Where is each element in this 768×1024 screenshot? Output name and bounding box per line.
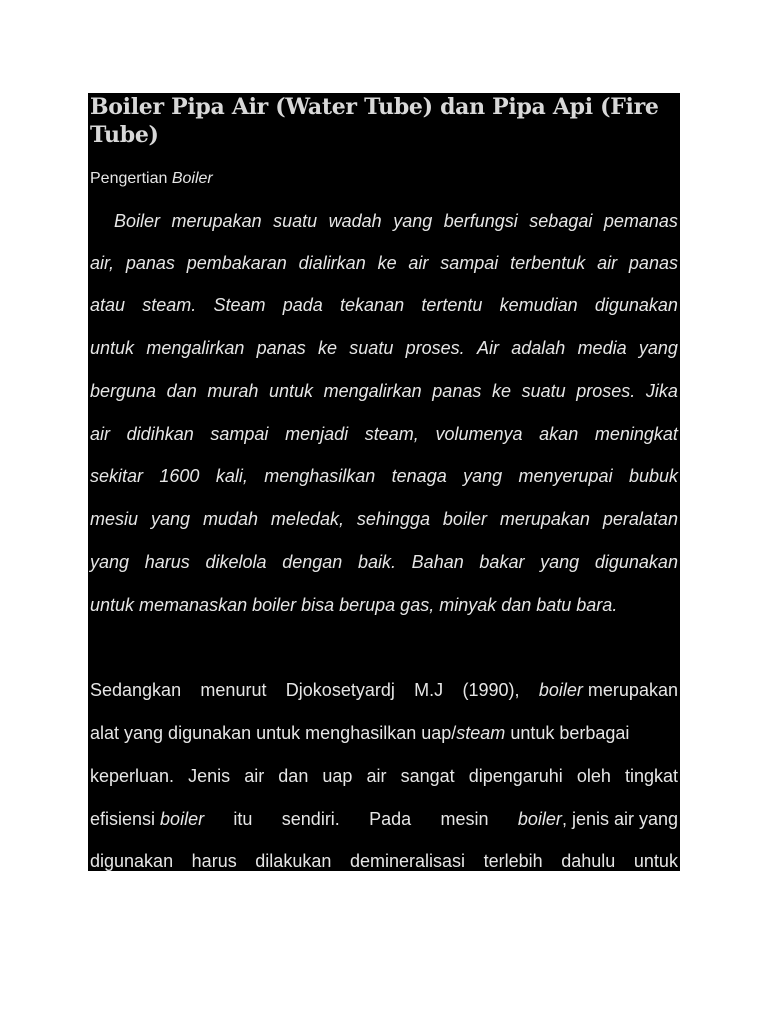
word: oleh — [576, 766, 611, 786]
word: tekanan — [340, 295, 405, 315]
word: dikelola — [205, 552, 267, 572]
word: mesiu — [90, 509, 139, 529]
word: mudah — [202, 509, 258, 529]
word: pemanas — [603, 211, 678, 231]
word: sampai — [440, 253, 499, 273]
word: pembakaran — [186, 253, 287, 273]
word: volumenya — [435, 424, 523, 444]
word: sebagai — [529, 211, 593, 231]
word: Jika — [645, 381, 678, 401]
word: mesin — [440, 809, 489, 829]
word: air — [244, 766, 265, 786]
word: kemudian — [499, 295, 578, 315]
paragraph-1-line-7 — [90, 464, 678, 488]
word: tertentu — [421, 295, 483, 315]
word: ke — [377, 253, 397, 273]
word: suatu — [349, 338, 394, 358]
word: air — [90, 424, 111, 444]
word: atau — [90, 295, 126, 315]
subheading-prefix: Pengertian — [90, 170, 172, 187]
word: pada — [282, 295, 323, 315]
word: yang — [150, 509, 190, 529]
word: akan — [539, 424, 579, 444]
word: sekitar — [90, 466, 144, 486]
word: Air — [476, 338, 499, 358]
word: sampai — [210, 424, 269, 444]
word: merupakan — [171, 211, 262, 231]
paragraph-1-line-6 — [90, 422, 678, 446]
word: digunakan — [594, 552, 678, 572]
word: menurut — [200, 680, 267, 700]
word: menghasilkan — [264, 466, 376, 486]
p2-l4-e: , jenis air yang — [561, 809, 678, 829]
word: Pada — [369, 809, 412, 829]
word: berfungsi — [443, 211, 518, 231]
word: dahulu — [561, 851, 616, 871]
word: terlebih — [483, 851, 543, 871]
word: menyerupai — [518, 466, 613, 486]
word: merupakan — [499, 509, 590, 529]
p2-l2-steam: steam — [456, 723, 506, 743]
word: panas — [628, 253, 678, 273]
word: dipengaruhi — [468, 766, 563, 786]
word: ke — [491, 381, 511, 401]
p2-l1-boiler: boiler — [538, 680, 583, 700]
word: yang — [90, 552, 130, 572]
word: mengalirkan — [146, 338, 245, 358]
word: proses. — [405, 338, 465, 358]
paragraph-1-line-10: untuk memanaskan boiler bisa berupa gas, minyak dan batu bara. — [90, 595, 618, 615]
word: dan — [166, 381, 197, 401]
word: Sedangkan — [90, 680, 182, 700]
word: itu — [233, 809, 253, 829]
paragraph-1-line-4 — [90, 336, 678, 360]
word: sendiri. — [281, 809, 340, 829]
word: peralatan — [602, 509, 678, 529]
word: M.J — [414, 680, 444, 700]
paragraph-1-line-5 — [90, 379, 678, 403]
p2-l2-text: alat yang digunakan untuk menghasilkan uap/ — [90, 723, 457, 743]
word: air — [597, 253, 618, 273]
word: proses. — [576, 381, 636, 401]
p2-l1-tail: merupakan — [587, 680, 678, 700]
word: Steam — [213, 295, 266, 315]
word: dilakukan — [255, 851, 332, 871]
word: panas — [432, 381, 482, 401]
word: untuk — [90, 338, 135, 358]
word: menjadi — [285, 424, 349, 444]
word: meledak, — [270, 509, 344, 529]
word: panas — [256, 338, 306, 358]
word: Boiler — [114, 211, 161, 231]
word: dengan — [282, 552, 343, 572]
document-title: Boiler Pipa Air (Water Tube) dan Pipa Api (Fire Tube) — [90, 94, 659, 148]
word: yang — [540, 552, 580, 572]
paragraph-2-line-5 — [90, 849, 678, 871]
word: ke — [318, 338, 338, 358]
subheading-italic: Boiler — [171, 170, 213, 187]
paragraph-1-line-3 — [90, 293, 678, 317]
word: mengalirkan — [323, 381, 422, 401]
paragraph-2-line-2 — [90, 721, 678, 745]
word: didihkan — [126, 424, 194, 444]
paragraph-1-line-9 — [90, 550, 678, 574]
word: berguna — [90, 381, 157, 401]
word: (1990), — [462, 680, 520, 700]
p2-l2-tail: untuk berbagai — [510, 723, 630, 743]
word: air — [366, 766, 387, 786]
paragraph-1-line-8 — [90, 507, 678, 531]
word: kali, — [215, 466, 248, 486]
word: media — [577, 338, 627, 358]
word: air, — [90, 253, 115, 273]
p2-l4-boiler-2: boiler — [517, 809, 562, 829]
word: meningkat — [594, 424, 678, 444]
word: steam, — [364, 424, 419, 444]
word: tenaga — [391, 466, 447, 486]
word: Bahan — [411, 552, 464, 572]
paragraph-1-line-1 — [90, 209, 678, 233]
word: suatu — [521, 381, 566, 401]
word: air — [408, 253, 429, 273]
section-subheading — [90, 169, 213, 189]
word: wadah — [328, 211, 382, 231]
word: yang — [393, 211, 433, 231]
word: keperluan. — [90, 766, 175, 786]
word: bakar — [479, 552, 525, 572]
word: adalah — [511, 338, 566, 358]
word: bubuk — [628, 466, 678, 486]
document-page — [88, 93, 680, 871]
word: sehingga — [356, 509, 430, 529]
word: baik. — [357, 552, 396, 572]
word: murah — [207, 381, 259, 401]
word: harus — [191, 851, 237, 871]
word: Jenis — [188, 766, 231, 786]
word: suatu — [273, 211, 318, 231]
word: sangat — [400, 766, 455, 786]
word: boiler — [442, 509, 487, 529]
word: demineralisasi — [349, 851, 466, 871]
word: 1600 — [159, 466, 200, 486]
paragraph-1-line-2 — [90, 251, 678, 275]
word: dialirkan — [298, 253, 366, 273]
p2-l4-a: efisiensi — [90, 809, 156, 829]
word: yang — [638, 338, 678, 358]
word: steam. — [142, 295, 197, 315]
word: yang — [463, 466, 503, 486]
word: harus — [144, 552, 190, 572]
word: uap — [322, 766, 353, 786]
word: digunakan — [90, 851, 174, 871]
word: untuk — [268, 381, 314, 401]
word: Djokosetyardj — [285, 680, 395, 700]
word: digunakan — [594, 295, 678, 315]
paragraph-2-line-4 — [90, 807, 678, 831]
word: untuk — [633, 851, 678, 871]
word: terbentuk — [510, 253, 586, 273]
word: panas — [125, 253, 175, 273]
paragraph-2-line-3 — [90, 764, 678, 788]
word: tingkat — [624, 766, 678, 786]
paragraph-2-line-1 — [90, 678, 678, 702]
p2-l4-boiler: boiler — [160, 809, 205, 829]
word: dan — [278, 766, 309, 786]
